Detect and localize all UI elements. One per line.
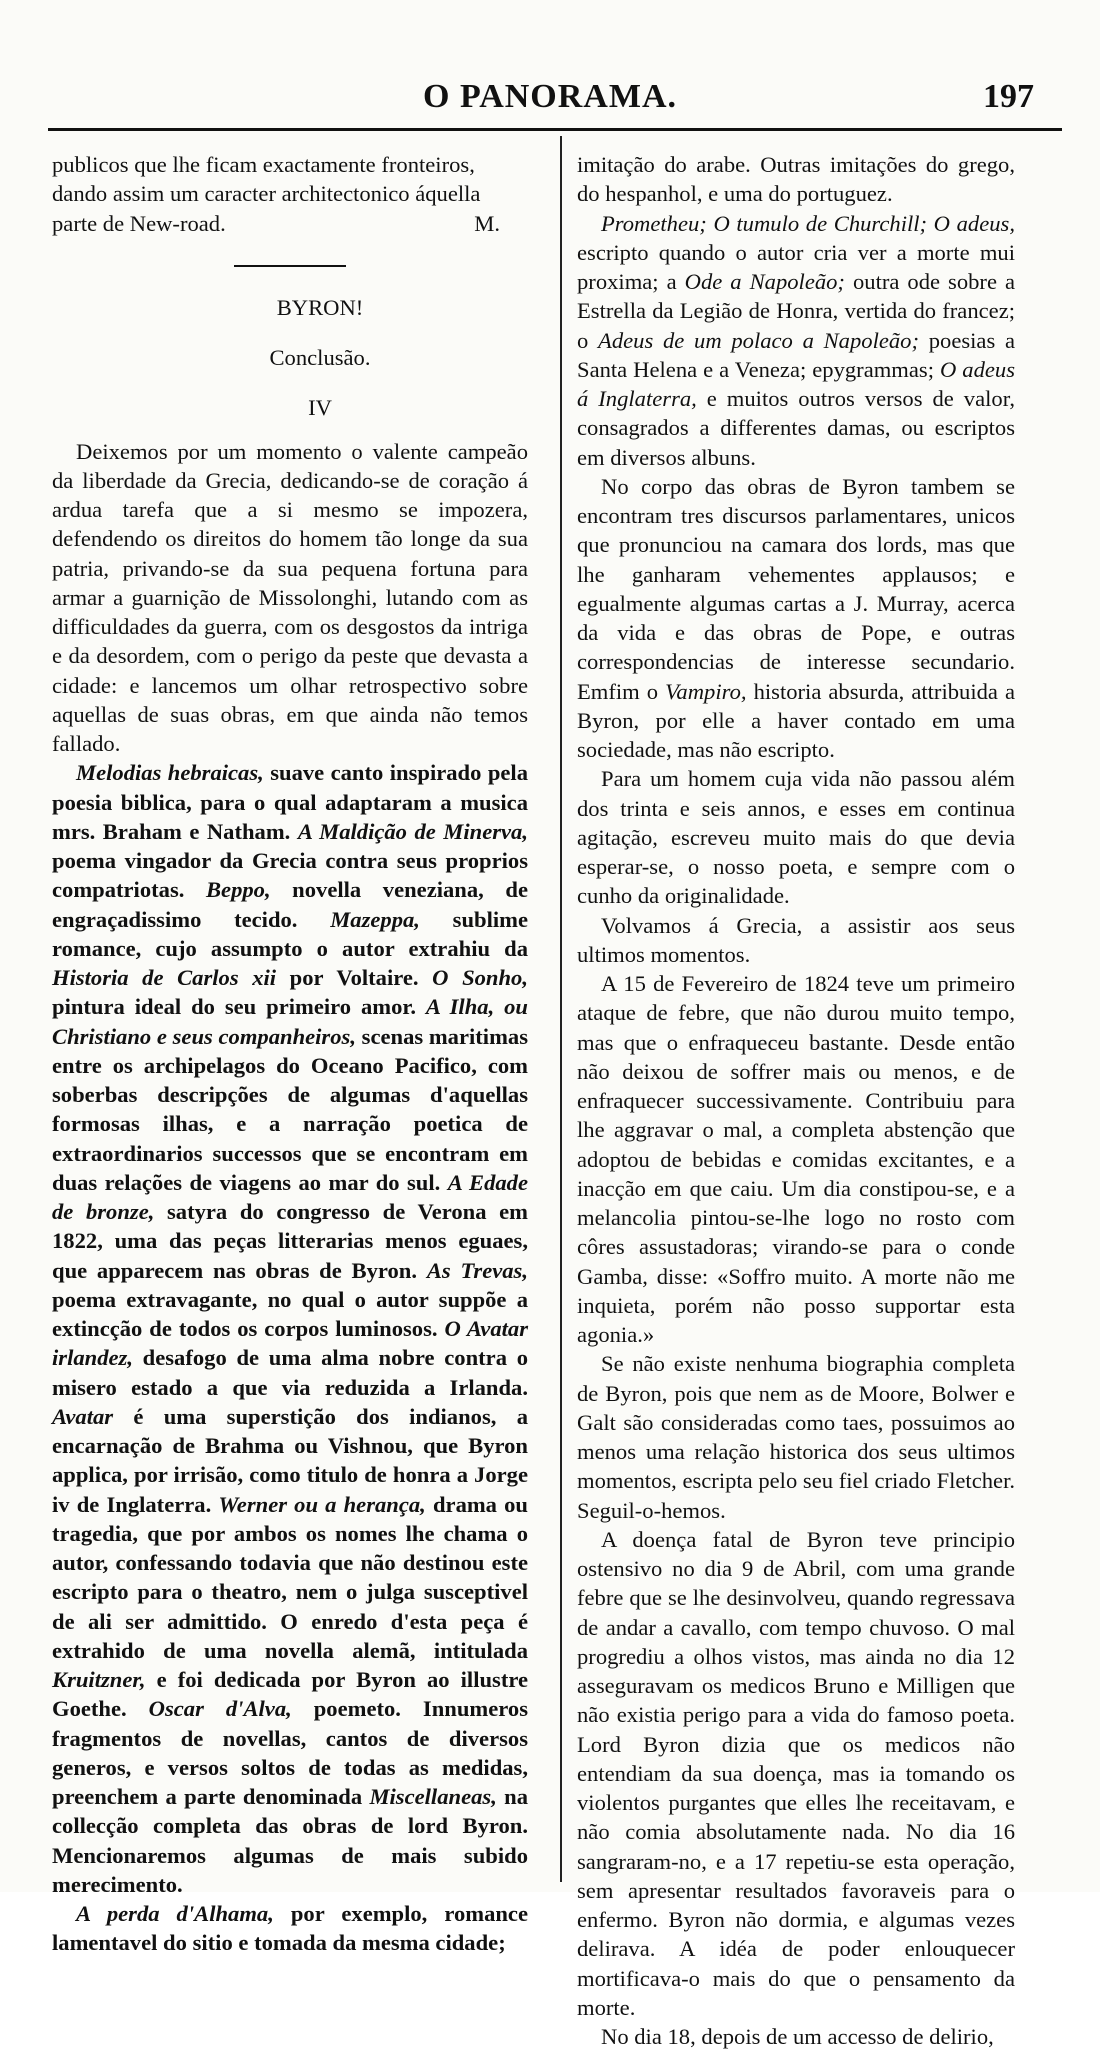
- header-rule: [48, 128, 1062, 131]
- paragraph-output: Para um homem cuja vida não passou além dos trinta e seis annos, e esses em continua agitação, escreveu muito mais do que devia esperar-se, o nosso poeta, e sempre com o cunho da originalidade.: [577, 766, 1015, 909]
- intro-line-2: dando assim um caracter architectonico áquella: [52, 181, 481, 207]
- paragraph-final: No dia 18, depois de um accesso de delirio,: [601, 2024, 994, 2049]
- paragraph-intro: Deixemos por um momento o valente campeão da liberdade da Grecia, dedicando-se de coração á ardua tarefa que a si mesmo se impozera, defendendo os direitos do homem tão longe da sua patria, privando-se da sua pequena fortuna para armar a guarnição de Missolonghi, lutando com as difficuldades da guerra, com os desgostos da intriga e da desordem, com o perigo da peste que devasta a cidade: e lancemos um olhar retrospectivo sobre aquellas de suas obras, em que ainda não temos fallado.: [52, 438, 528, 756]
- paragraph-alhama: A perda d'Alhama, por exemplo, romance lamentavel do sitio e tomada da mesma cidade;: [52, 1901, 528, 1956]
- paragraph-fever: A 15 de Fevereiro de 1824 teve um primeiro ataque de febre, que não durou muito tempo, mas que o enfraqueceu bastante. Desde então não deixou de soffrer mais ou menos, e de enfraquecer successivamente. Contribuiu para lhe aggravar o mal, a completa abstenção que adoptou de bebidas e comidas excitantes, e a inacção em que caiu. Um dia constipou-se, e a melancolia pintou-se-lhe logo no rosto com côres assustadoras; virando-se para o conde Gamba, disse: «Soffro muito. A morte não me inquieta, porém não posso supportar esta agonia.»: [577, 971, 1015, 1347]
- author-signature: M.: [474, 210, 500, 236]
- paragraph-illness: A doença fatal de Byron teve principio ostensivo no dia 9 de Abril, com uma grande febre que se lhe desinvolveu, quando regressava de andar a cavallo, com tempo chuvoso. O mal progrediu a olhos vistos, mas ainda no dia 12 asseguravam os medicos Bruno e Milligen que não existia perigo para a vida do famoso poeta. Lord Byron dizia que os medicos não entendiam da sua doença, mas ia tomando os violentos purgantes que elles lhe receitavam, e não comia absolutamente nada. No dia 16 sangraram-no, e a 17 repetiu-se esta operação, sem apresentar resultados favoraveis para o enfermo. Byron não dormia, e algumas vezes delirava. A idéa de poder enlouquecer mortificava-o mais do que o pensamento da morte.: [577, 1526, 1015, 2020]
- intro-last-text: parte de New-road.: [52, 210, 226, 236]
- article-title: BYRON!: [276, 294, 364, 320]
- paragraph-return-greece: Volvamos á Grecia, a assistir aos seus ultimos momentos.: [577, 912, 1015, 967]
- intro-line-1: publicos que lhe ficam exactamente fronteiros,: [52, 152, 475, 177]
- section-number: IV: [308, 395, 332, 421]
- paragraph-biography: Se não existe nenhuma biographia completa de Byron, pois que nem as de Moore, Bolwer e Galt são consideradas como taes, possuimos ao menos uma relação historica dos seus ultimos momentos, escripta pelo seu fiel criado Fletcher. Seguil-o-hemos.: [577, 1351, 1015, 1523]
- paragraph-works-list: Melodias hebraicas, suave canto inspirado pela poesia biblica, para o qual adaptaram a musica mrs. Braham e Natham. A Maldição de Minerva, poema vingador da Grecia contra seus proprios compatriotas. Beppo, novella veneziana, de engraçadissimo tecido. Mazeppa, sublime romance, cujo assumpto o autor extrahiu da Historia de Carlos xii por Voltaire. O Sonho, pintura ideal do seu primeiro amor. A Ilha, ou Christiano e seus companheiros, scenas maritimas entre os archipelagos do Oceano Pacifico, com soberbas descripções de algumas d'aquellas formosas ilhas, e a narração poetica de extraordinarios successos que se encontram em duas relações de viagens ao mar do sul. A Edade de bronze, satyra do congresso de Verona em 1822, uma das peças litterarias menos eguaes, que apparecem nas obras de Byron. As Trevas, poema extravagante, no qual o autor suppõe a extincção de todos os corpos luminosos. O Avatar irlandez, desafogo de uma alma nobre contra o misero estado a que via reduzida a Irlanda. Avatar é uma superstição dos indianos, a encarnação de Brahma ou Vishnou, que Byron applica, por irrisão, como titulo de honra a Jorge iv de Inglaterra. Werner ou a herança, drama ou tragedia, que por ambos os nomes lhe chama o autor, confessando todavia que não destinou este escripto para o theatro, nem o julga susceptivel de ali ser admittido. O enredo d'esta peça é extrahido de uma novella alemã, intitulada Kruitzner, e foi dedicada por Byron ao illustre Goethe. Oscar d'Alva, poemeto. Innumeros fragmentos de novellas, cantos de diversos generos, e versos soltos de todas as medidas, preenchem a parte denominada Miscellaneas, na collecção completa das obras de lord Byron. Mencionaremos algumas de mais subido merecimento.: [52, 760, 529, 1897]
- right-column: [577, 150, 1015, 2051]
- paragraph-speeches: No corpo das obras de Byron tambem se encontram tres discursos parlamentares, unicos que pronunciou na camara dos lords, mas que lhe ganharam vehementes applausos; e egualmente algumas cartas a J. Murray, acerca da vida e das obras de Pope, e outras correspondencias de interesse secundario. Emfim o Vampiro, historia absurda, attribuida a Byron, por elle a haver contado em uma sociedade, mas não escripto.: [577, 473, 1015, 762]
- column-divider: [560, 136, 562, 1882]
- paragraph-imitations: imitação do arabe. Outras imitações do grego, do hespanhol, e uma do portuguez. Prometheu; O tumulo de Churchill; O adeus, escripto quando o autor cria ver a morte mui proxima; a Ode a Napoleão; outra ode sobre a Estrella da Legião de Honra, vertida do francez; o Adeus de um polaco a Napoleão; poesias a Santa Helena e a Veneza; epygrammas; O adeus á Inglaterra, e muitos outros versos de valor, consagrados a differentes damas, ou escriptos em diversos albuns.: [577, 152, 1016, 470]
- left-column: [52, 150, 528, 1958]
- masthead-title: O PANORAMA.: [423, 78, 677, 115]
- intro-closing-line: [52, 209, 528, 238]
- page-number: 197: [983, 78, 1034, 115]
- article-subtitle: Conclusão.: [269, 345, 371, 370]
- article-separator: [234, 265, 346, 267]
